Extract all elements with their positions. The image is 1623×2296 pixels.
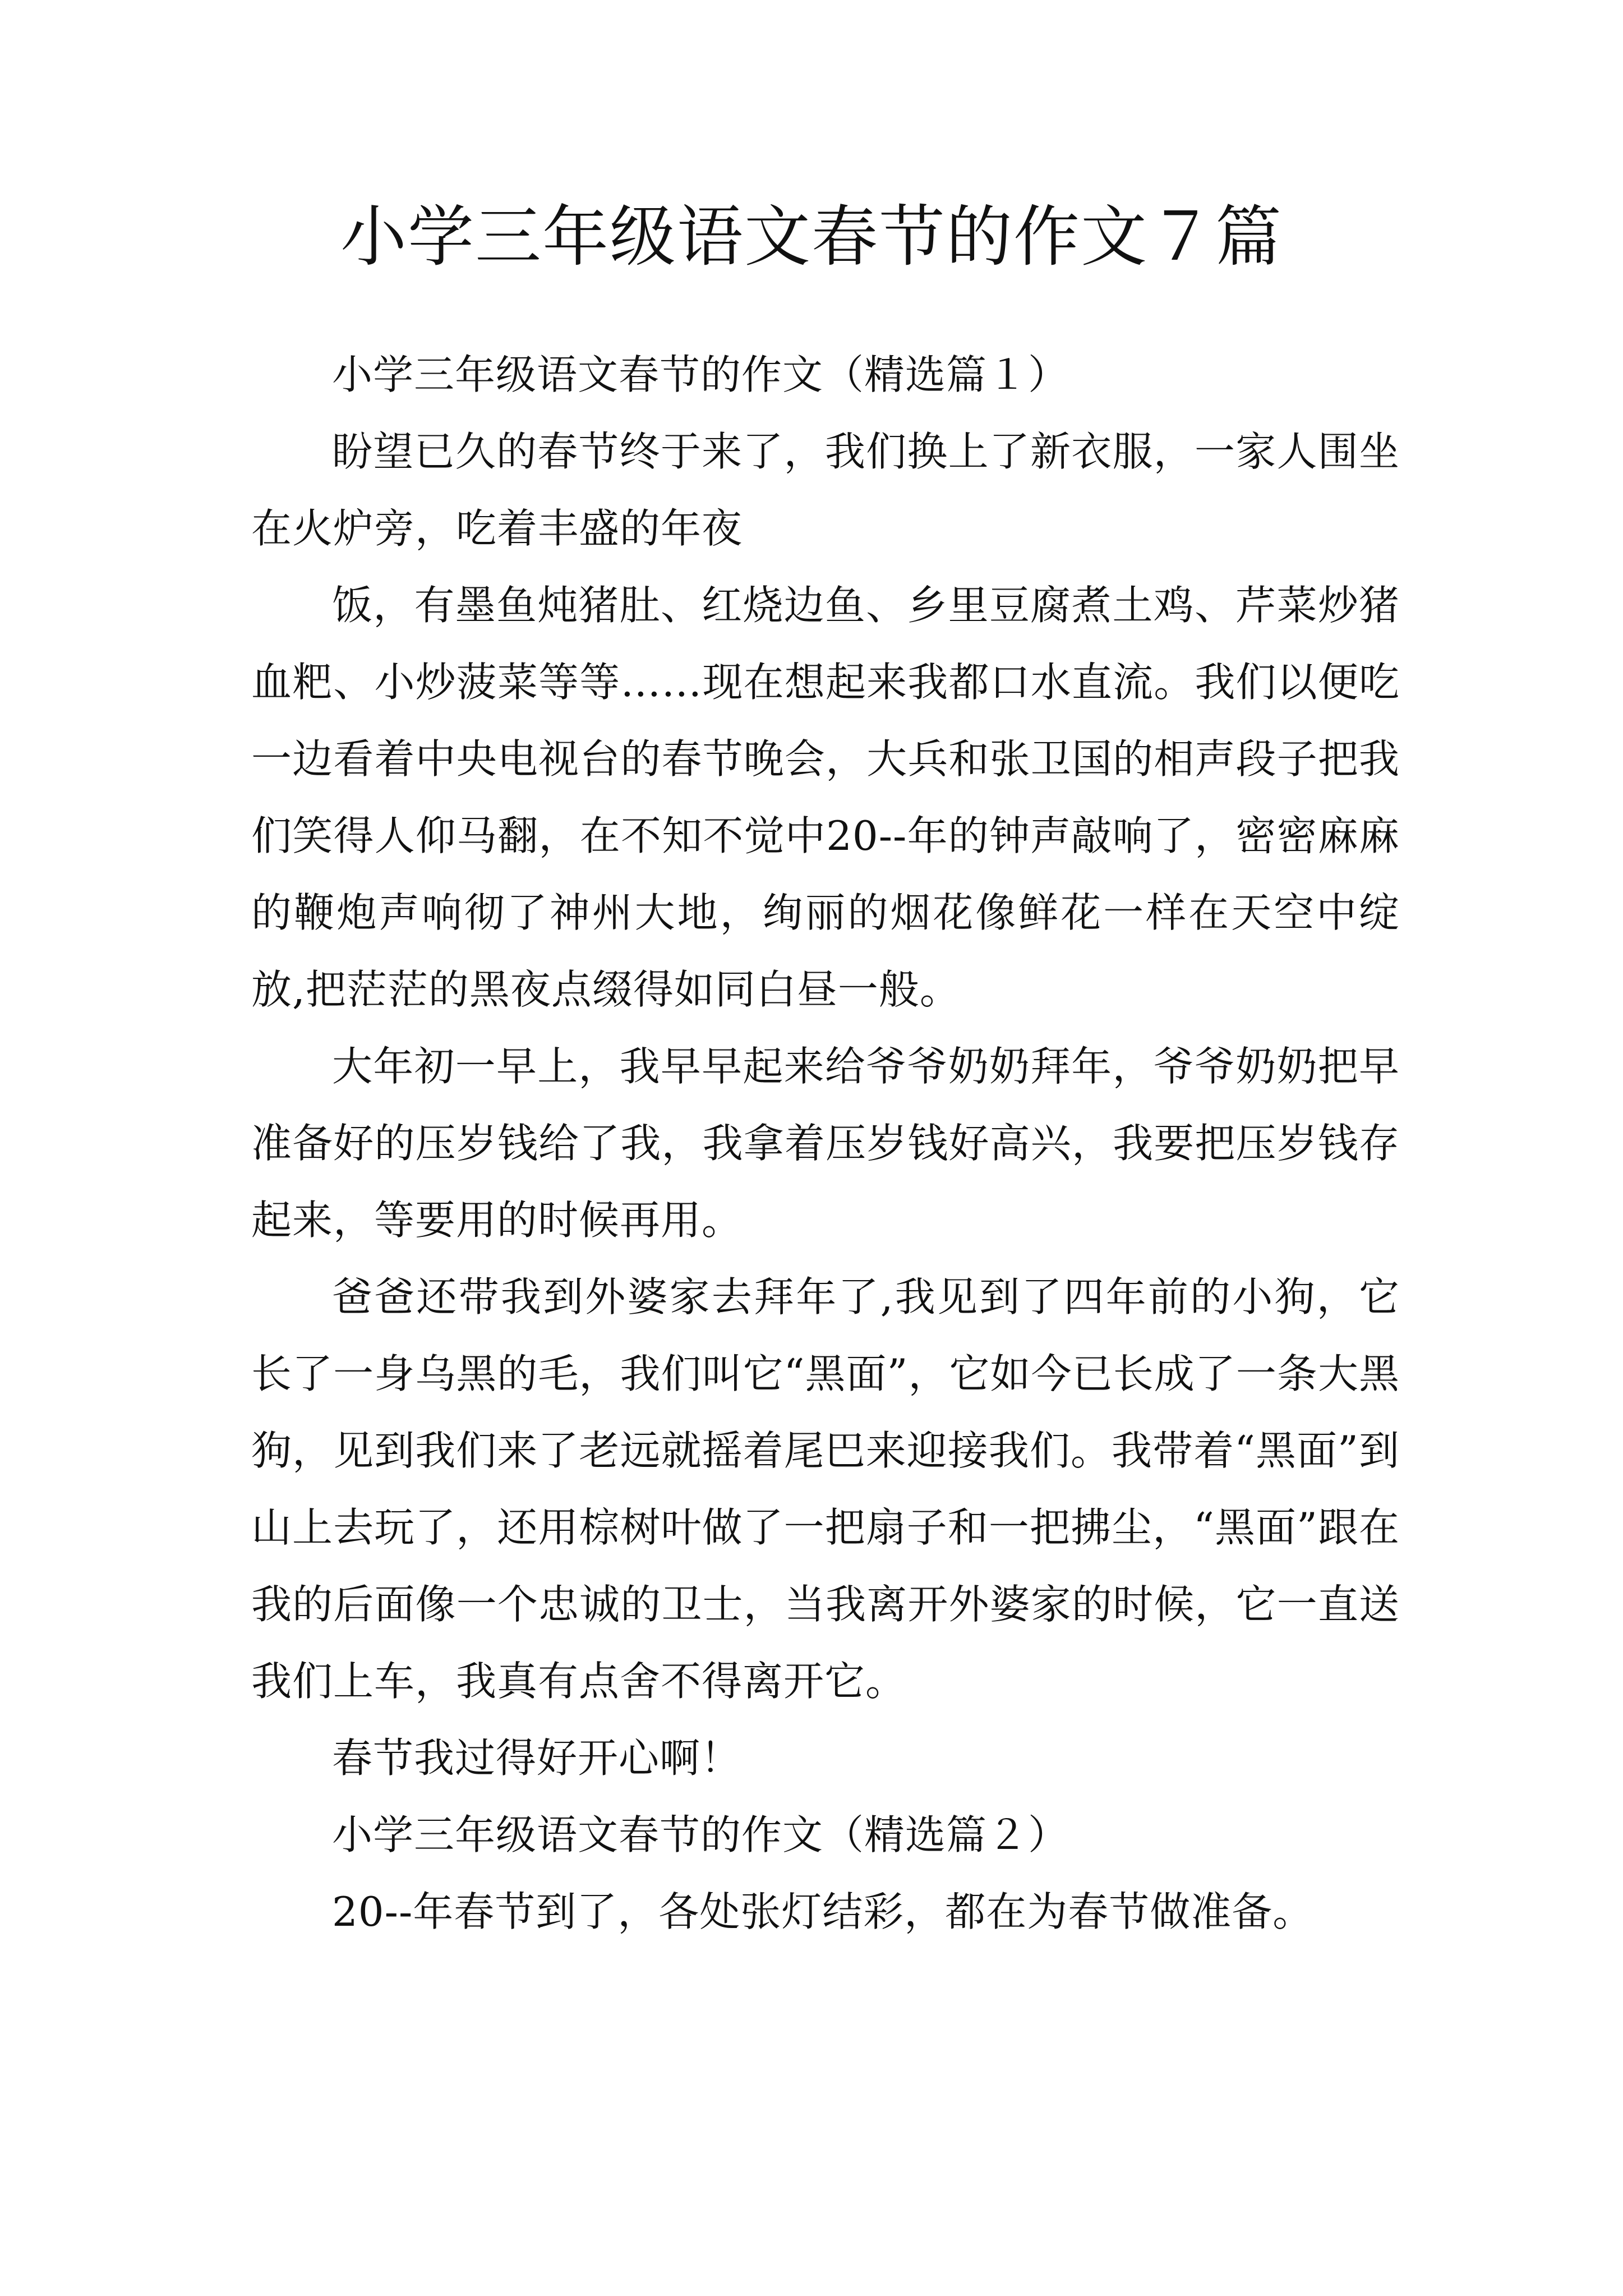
paragraph: 盼望已久的春节终于来了，我们换上了新衣服，一家人围坐在火炉旁，吃着丰盛的年夜 — [251, 428, 1400, 552]
section-heading-2: 小学三年级语文春节的作文（精选篇２） — [332, 1811, 1069, 1858]
paragraph: 春节我过得好开心啊！ — [332, 1734, 742, 1782]
document-body — [251, 337, 1400, 1950]
paragraph: 饭，有墨鱼炖猪肚、红烧边鱼、乡里豆腐煮土鸡、芹菜炒猪血粑、小炒菠菜等等……现在想起来我都口水直流。我们以便吃一边看着中央电视台的春节晚会，大兵和张卫国的相声段子把我们笑得人仰马翻，在不知不觉中20--年的钟声敲响了，密密麻麻的鞭炮声响彻了神州大地，绚丽的烟花像鲜花一样在天空中绽放,把茫茫的黑夜点缀得如同白昼一般。 — [251, 582, 1400, 1013]
paragraph: 大年初一早上，我早早起来给爷爷奶奶拜年，爷爷奶奶把早准备好的压岁钱给了我，我拿着压岁钱好高兴，我要把压岁钱存起来，等要用的时候再用。 — [251, 1043, 1400, 1244]
document-title: 小学三年级语文春节的作文７篇 — [340, 198, 1283, 275]
paragraph: 爸爸还带我到外婆家去拜年了,我见到了四年前的小狗，它长了一身乌黑的毛，我们叫它“黑面”，它如今已长成了一条大黑狗，见到我们来了老远就摇着尾巴来迎接我们。我带着“黑面”到山上去玩了，还用棕树叶做了一把扇子和一把拂尘，“黑面”跟在我的后面像一个忠诚的卫士，当我离开外婆家的时候，它一直送我们上车，我真有点舍不得离开它。 — [251, 1273, 1400, 1705]
paragraph: 20--年春节到了，各处张灯结彩，都在为春节做准备。 — [332, 1888, 1314, 1935]
section-heading-1: 小学三年级语文春节的作文（精选篇１） — [332, 351, 1069, 398]
